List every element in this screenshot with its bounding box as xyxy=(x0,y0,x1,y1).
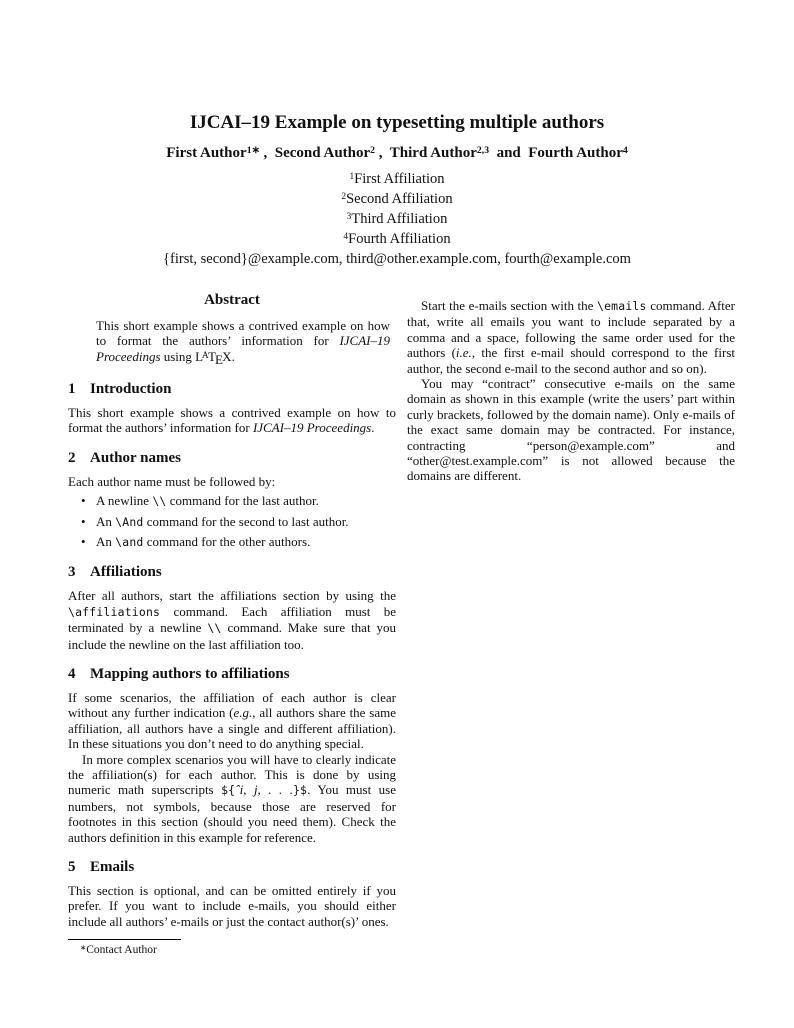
section-title: Affiliations xyxy=(90,564,162,581)
affiliation-name: Fourth Affiliation xyxy=(348,231,451,247)
two-column-body xyxy=(68,292,735,958)
footnote xyxy=(68,939,396,958)
footnote-marker: ∗ xyxy=(80,942,87,952)
affiliation-block xyxy=(0,170,794,250)
affiliation-name: Second Affiliation xyxy=(346,191,453,207)
section-number: 1 xyxy=(68,380,76,397)
bullet-text: An \and command for the other authors. xyxy=(96,533,311,549)
bullet-icon: • xyxy=(81,493,86,509)
section-paragraph: If some scenarios, the affiliation of each author is clear without any further indication (e.g., all authors share the same affiliation, all authors have a single and different affiliation). In these situations you don’t need to do anything special. xyxy=(68,690,396,752)
section-title: Introduction xyxy=(90,380,172,397)
left-column xyxy=(68,292,396,958)
footnote-rule xyxy=(68,939,181,940)
footnote-label: Contact Author xyxy=(86,944,157,957)
affiliation-line xyxy=(0,210,794,230)
section-number: 4 xyxy=(68,666,76,682)
section-number: 2 xyxy=(68,449,76,466)
affiliation-line xyxy=(0,170,794,190)
email-line: {first, second}@example.com, third@other.example.com, fourth@example.com xyxy=(163,251,631,267)
bullet-icon: • xyxy=(81,513,86,529)
right-column-paragraph: You may “contract” consecutive e-mails on the same domain as shown in this example (write the users’ part within curly brackets, followed by the domain name). Only e-mails of the exact same domain may be contracted. For instance, contracting “person@example.com” and “other@test.example.com” is not allowed because the domains are different. xyxy=(407,376,735,484)
affiliation-line xyxy=(0,230,794,250)
section-heading-affiliations xyxy=(68,563,396,582)
section-paragraph: This section is optional, and can be omitted entirely if you prefer. If you want to include e-mails, you should either include all authors’ e-mails or just the contact author(s)’ ones. xyxy=(68,883,396,929)
affiliation-sup: 2 xyxy=(341,191,347,202)
section-heading-mapping xyxy=(68,665,396,684)
section-paragraph: In more complex scenarios you will have to clearly indicate the affiliation(s) for each author. This is done by using numeric math superscripts ${ˆi, j, . . .}$. You must use numbers, not symbols, because those are reserved for footnotes in this section (should you need them). Check the authors definition in this example for reference. xyxy=(68,751,397,845)
affiliation-sup: 1 xyxy=(349,171,355,182)
author-line: First Author$^{1∗}$ , Second Author$^2$ , Third Author$^{2,3}$ and Fourth Author$^4$ xyxy=(166,144,628,161)
right-column xyxy=(407,292,735,958)
section-title: Mapping authors to affiliations xyxy=(90,666,290,682)
bullet-item xyxy=(68,534,396,550)
section-heading-emails xyxy=(68,858,396,877)
footnote-text xyxy=(68,943,396,958)
affiliation-line xyxy=(0,190,794,210)
affiliation-sup: 4 xyxy=(343,231,349,242)
section-number: 5 xyxy=(68,859,76,876)
affiliation-sup: 3 xyxy=(346,211,352,222)
section-paragraph: After all authors, start the affiliations section by using the \affiliations command. Each affiliation must be terminated by a newline \\ command. Make sure that you include the newline on the last affiliation too. xyxy=(68,588,397,652)
section-heading-introduction xyxy=(68,380,396,399)
affiliation-name: Third Affiliation xyxy=(351,211,448,227)
bullet-item xyxy=(68,514,396,530)
paper-title: IJCAI–19 Example on typesetting multiple authors xyxy=(189,112,605,133)
abstract-body: This short example shows a contrived example on how to format the authors’ information for IJCAI–19 Proceedings using $L^ATEX$. xyxy=(96,318,390,367)
abstract-heading: Abstract xyxy=(204,292,260,308)
section-number: 3 xyxy=(68,564,76,581)
affiliation-name: First Affiliation xyxy=(354,171,445,187)
bullet-item xyxy=(68,493,396,509)
right-column-paragraph: Start the e-mails section with the \emails command. After that, write all emails you want to include separated by a comma and a space, following the same order used for the authors (i.e., the first e-mail should correspond to the first author, the second e-mail to the second author and so on). xyxy=(407,298,735,376)
bullet-icon: • xyxy=(81,533,86,549)
section-title: Emails xyxy=(90,859,135,876)
bullet-text: A newline \\ command for the last author. xyxy=(96,493,319,509)
bullet-text: An \And command for the second to last author. xyxy=(96,513,349,529)
section-paragraph: This short example shows a contrived example on how to format the authors’ information for IJCAI–19 Proceedings. xyxy=(68,404,396,436)
section-title: Author names xyxy=(90,449,181,466)
section-heading-author-names xyxy=(68,449,396,468)
section-paragraph: Each author name must be followed by: xyxy=(68,473,276,489)
